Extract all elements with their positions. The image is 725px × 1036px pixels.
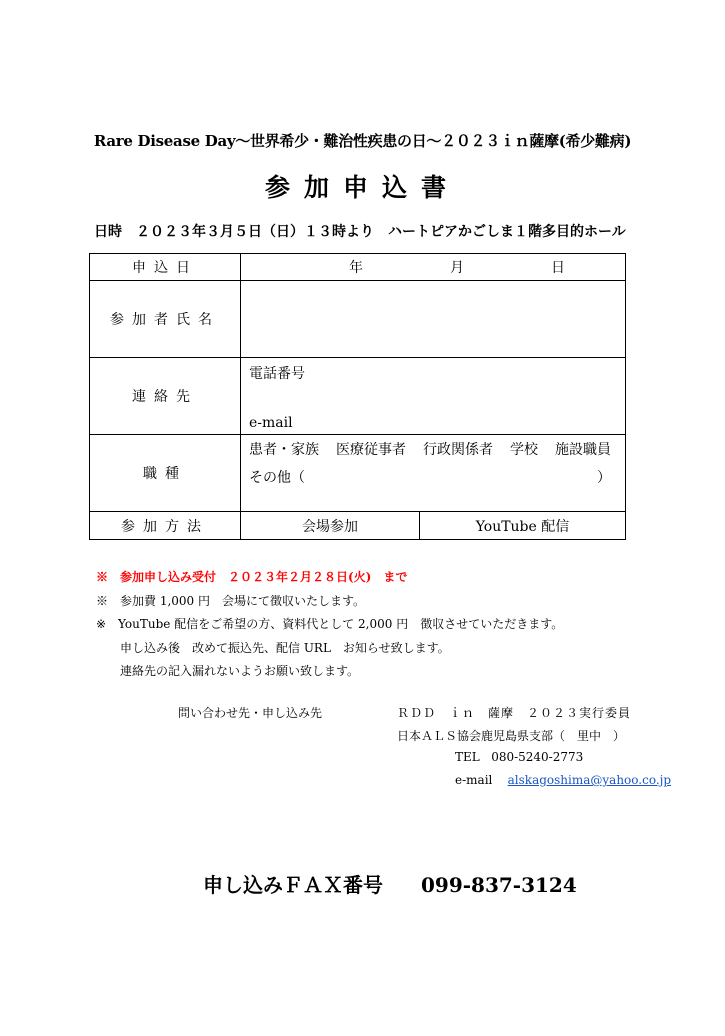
application-form-table — [89, 253, 626, 540]
participant-name-label: 参加者氏名 — [90, 281, 241, 358]
occupation-option-school[interactable]: 学校 — [510, 442, 538, 458]
contact-reminder-note: 連絡先の記入漏れないようお願い致します。 — [120, 664, 360, 678]
tel-line — [455, 750, 583, 764]
occupation-field[interactable] — [241, 435, 626, 512]
committee-name: ＲＤＤ ｉｎ 薩摩 ２０２３実行委員 — [397, 706, 632, 720]
occupation-other-close: ） — [597, 470, 611, 486]
occupation-option-facility-staff[interactable]: 施設職員 — [555, 442, 611, 458]
participant-name-field[interactable] — [241, 281, 626, 358]
year-unit: 年 — [349, 260, 363, 276]
tel-label: TEL — [455, 750, 480, 764]
email-link[interactable]: alskagoshima@yahoo.co.jp — [507, 773, 672, 787]
form-row-occupation — [90, 435, 626, 512]
fax-label: 申し込みＦＡＸ番号 — [203, 873, 383, 897]
method-youtube-option[interactable]: YouTube 配信 — [420, 512, 626, 540]
email-line — [455, 773, 671, 787]
tel-number: 080-5240-2773 — [491, 750, 584, 764]
fax-number: 099-837-3124 — [421, 873, 577, 897]
application-date-label: 申込日 — [90, 254, 241, 281]
method-onsite-option[interactable]: 会場参加 — [241, 512, 420, 540]
event-date-venue: 日時 ２０２３年３月５日（日）１３時より ハートピアかごしま１階多目的ホール — [94, 224, 626, 240]
notes-section — [96, 566, 563, 684]
event-title: Rare Disease Day〜世界希少・難治性疾患の日〜２０２３ｉｎ薩摩(希少難病) — [93, 132, 632, 150]
form-row-participation-method — [90, 512, 626, 540]
form-row-contact — [90, 358, 626, 435]
occupation-label: 職種 — [90, 435, 241, 512]
email-label: e-mail — [249, 415, 293, 431]
occupation-other-open[interactable]: その他（ — [249, 470, 305, 486]
application-date-field[interactable] — [241, 254, 626, 281]
participation-method-label: 参加方法 — [90, 512, 241, 540]
contact-field[interactable] — [241, 358, 626, 435]
occupation-option-medical[interactable]: 医療従事者 — [336, 442, 406, 458]
phone-label: 電話番号 — [249, 366, 305, 382]
inquiry-label: 問い合わせ先・申し込み先 — [178, 706, 323, 720]
email-label-text: e-mail — [455, 773, 493, 787]
organization-name: 日本ＡＬＳ協会鹿児島県支部（ 里中 ） — [397, 729, 626, 743]
occupation-option-administration[interactable]: 行政関係者 — [423, 442, 493, 458]
document-title: 参加申込書 — [264, 173, 460, 202]
deadline-note: ※ 参加申し込み受付 ２０２３年２月２８日(火) まで — [96, 570, 408, 584]
youtube-note: ※ YouTube 配信をご希望の方、資料代として 2,000 円 徴収させていただきます。 — [96, 617, 564, 631]
day-unit: 日 — [551, 260, 565, 276]
form-row-name — [90, 281, 626, 358]
month-unit: 月 — [450, 260, 464, 276]
fax-line — [203, 869, 577, 898]
form-row-application-date — [90, 254, 626, 281]
fee-note: ※ 参加費 1,000 円 会場にて徴収いたします。 — [96, 593, 366, 608]
occupation-option-patient-family[interactable]: 患者・家族 — [249, 442, 319, 458]
contact-label: 連絡先 — [90, 358, 241, 435]
after-apply-note: 申し込み後 改めて振込先、配信 URL お知らせ致します。 — [120, 640, 450, 655]
